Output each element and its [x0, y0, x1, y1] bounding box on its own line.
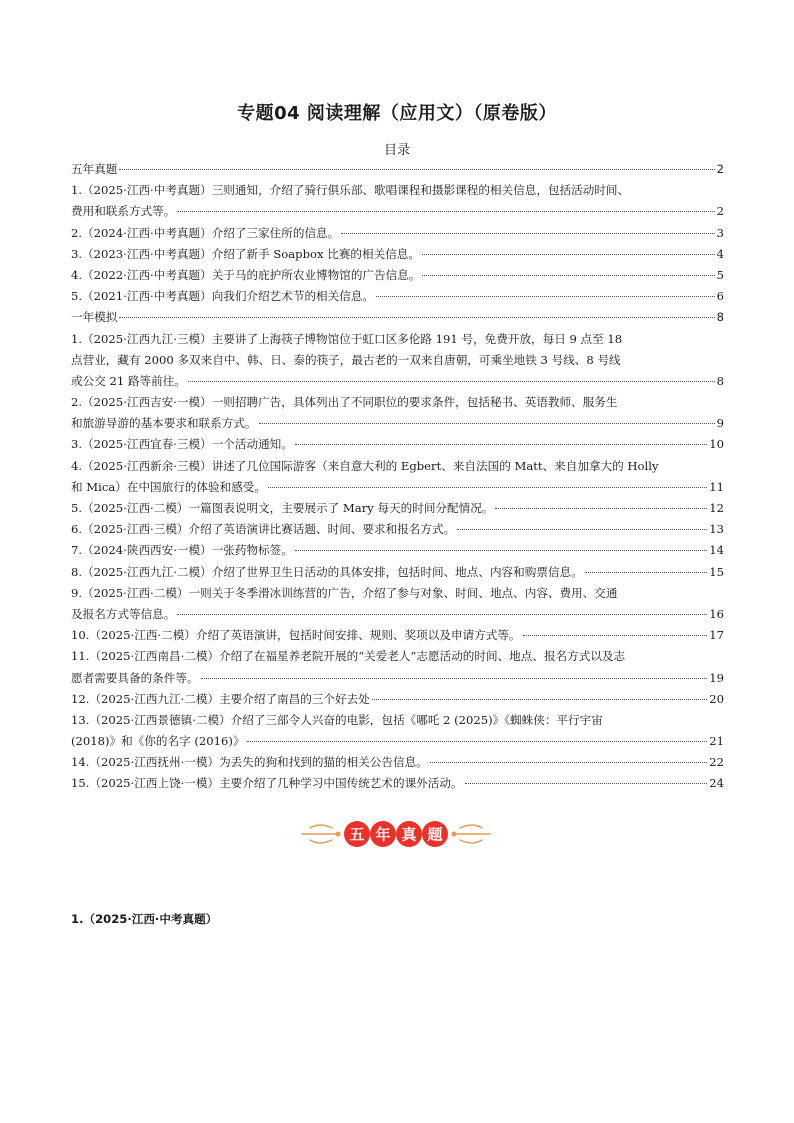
toc-section-entry[interactable] [71, 159, 724, 180]
toc-page-number: 2 [716, 162, 724, 176]
toc-entry-text: 10.（2025·江西·二模）介绍了英语演讲，包括时间安排、规则、奖项以及申请方式等。 [71, 628, 521, 643]
toc-page-number: 20 [709, 691, 724, 706]
toc-heading: 目录 [383, 143, 410, 158]
toc-entry-text: 5.（2021·江西·中考真题）向我们介绍艺术节的相关信息。 [71, 289, 375, 304]
toc-entry[interactable] [71, 434, 724, 455]
toc-entry[interactable] [71, 371, 724, 392]
toc-page-number: 13 [709, 522, 724, 537]
toc-entry[interactable] [71, 540, 724, 561]
toc-line: 1.（2025·江西九江·三模）主要讲了上海筷子博物馆位于虹口区多伦路 191 号，免费开放，每日 9 点至 18 [71, 331, 623, 346]
toc-entry-text: 14.（2025·江西抚州·一模）为丢失的狗和找到的猫的相关公告信息。 [71, 755, 428, 770]
toc-entry[interactable] [71, 519, 724, 540]
toc-entry-text: 3.（2025·江西宜春·三模）一个活动通知。 [71, 437, 293, 452]
toc-line: 2.（2025·江西吉安·一模）一则招聘广告，具体列出了不同职位的要求条件，包括秘书、英语教师、服务生 [71, 395, 618, 410]
toc-page-number: 22 [709, 755, 724, 770]
toc-page-number: 16 [709, 606, 724, 621]
banner-char: 题 [427, 825, 443, 844]
toc-page-number: 4 [716, 246, 724, 261]
toc-entry-text: 12.（2025·江西九江·二模）主要介绍了南昌的三个好去处 [71, 691, 370, 706]
toc-page-number: 14 [709, 543, 724, 558]
toc-entry[interactable] [71, 286, 724, 307]
toc-entry-text: 7.（2024·陕西西安·一模）一张药物标签。 [71, 543, 293, 558]
toc-line: 9.（2025·江西·二模）一则关于冬季滑冰训练营的广告，介绍了参与对象、时间、地点、内容、费用、交通 [71, 585, 618, 600]
toc-entry-text: 和旅游导游的基本要求和联系方式。 [71, 416, 257, 431]
toc-entry[interactable] [71, 604, 724, 625]
toc-line: 13.（2025·江西景德镇·二模）介绍了三部令人兴奋的电影，包括《哪吒 2 (2025)》《蜘蛛侠：平行宇宙 [71, 712, 603, 727]
toc-page-number: 10 [709, 437, 724, 452]
toc-entry[interactable] [71, 752, 724, 773]
left-ornament [302, 825, 341, 843]
toc-entry-text: 愿者需要具备的条件等。 [71, 670, 199, 685]
banner-char: 五 [349, 825, 365, 844]
toc-line: 点营业，藏有 2000 多双来自中、韩、日、泰的筷子，最古老的一双来自唐朝，可乘坐地铁 3 号线、8 号线 [71, 352, 621, 367]
toc-entry-text: 2.（2024·江西·中考真题）介绍了三家住所的信息。 [71, 225, 340, 240]
document-title: 专题04 阅读理解（应用文）（原卷版） [237, 103, 557, 124]
toc-entry[interactable] [71, 477, 724, 498]
toc-page-number: 12 [709, 501, 724, 515]
question-label: 1.（2025·江西·中考真题） [71, 912, 218, 926]
dot-leader [376, 295, 715, 297]
toc-line: 1.（2025·江西·中考真题）三则通知，介绍了骑行俱乐部、歌唱课程和摄影课程的相关信息，包括活动时间、 [71, 183, 630, 198]
dot-leader [422, 253, 715, 255]
toc-entry-text: 3.（2023·江西·中考真题）介绍了新手 Soapbox 比赛的相关信息。 [71, 246, 420, 261]
toc-entry-text: 五年真题 [71, 162, 118, 176]
toc-entry-text: 或公交 21 路等前往。 [71, 373, 186, 388]
toc-entry[interactable] [71, 201, 724, 222]
dot-leader [177, 613, 707, 615]
toc-page-number: 2 [716, 204, 724, 219]
toc-entry-text: (2018)》和《你的名字 (2016)》 [71, 734, 245, 749]
dot-leader [188, 380, 715, 382]
toc-page-number: 21 [709, 734, 724, 749]
toc-entry[interactable] [71, 265, 724, 286]
toc-entry[interactable] [71, 689, 724, 710]
banner-char: 真 [401, 825, 417, 844]
toc-entry-text: 及报名方式等信息。 [71, 606, 176, 621]
toc-entry[interactable] [71, 562, 724, 583]
toc-page-number: 11 [709, 479, 724, 494]
toc-page-number: 15 [709, 564, 724, 579]
dot-leader [119, 168, 714, 170]
dot-leader [119, 316, 714, 318]
toc-entry[interactable] [71, 223, 724, 244]
toc-entry[interactable] [71, 773, 724, 794]
dot-leader [457, 528, 707, 530]
toc-section-entry[interactable] [71, 307, 724, 328]
toc-entry-text: 一年模拟 [71, 310, 118, 325]
toc-page-number: 5 [716, 267, 724, 282]
dot-leader [372, 698, 707, 700]
dot-leader [430, 761, 707, 763]
toc-entry-text: 4.（2022·江西·中考真题）关于马的庇护所农业博物馆的广告信息。 [71, 267, 421, 282]
toc-entry[interactable] [71, 668, 724, 689]
toc-entry-text: 15.（2025·江西上饶·一模）主要介绍了几种学习中国传统艺术的课外活动。 [71, 776, 463, 791]
toc-page-number: 8 [716, 373, 724, 388]
toc-entry[interactable] [71, 413, 724, 434]
toc-entry-text: 6.（2025·江西·三模）介绍了英语演讲比赛话题、时间、要求和报名方式。 [71, 522, 456, 537]
toc-entry-text: 5.（2025·江西·二模）一篇图表说明文，主要展示了 Mary 每天的时间分配情况。 [71, 501, 494, 515]
toc-page-number: 3 [716, 225, 724, 240]
toc-entry[interactable] [71, 731, 724, 752]
right-ornament [452, 825, 491, 843]
dot-leader [201, 677, 708, 679]
dot-leader [495, 507, 707, 509]
toc-page-number: 24 [709, 776, 724, 791]
toc-page-number: 6 [716, 289, 724, 304]
toc-entry[interactable] [71, 244, 724, 265]
toc-entry-text: 费用和联系方式等。 [71, 204, 176, 219]
toc-line: 4.（2025·江西新余·三模）讲述了几位国际游客（来自意大利的 Egbert、来自法国的 Matt、来自加拿大的 Holly [71, 458, 659, 473]
dot-leader [422, 274, 714, 276]
dot-leader [585, 571, 708, 573]
dot-leader [295, 443, 707, 445]
dot-leader [341, 232, 714, 234]
dot-leader [295, 549, 707, 551]
dot-leader [247, 740, 708, 742]
dot-leader [465, 782, 708, 784]
toc-line: 11.（2025·江西南昌·二模）介绍了在福星养老院开展的“关爱老人”志愿活动的时间、地点、报名方式以及志 [71, 649, 626, 664]
dot-leader [177, 210, 714, 212]
toc-page-number: 8 [716, 310, 724, 325]
dot-leader [523, 634, 708, 636]
toc-page-number: 9 [716, 416, 724, 431]
table-of-contents [71, 159, 724, 795]
banner-char: 年 [375, 825, 391, 844]
toc-entry-text: 和 Mica）在中国旅行的体验和感受。 [71, 479, 266, 494]
dot-leader [268, 486, 707, 488]
toc-entry[interactable] [71, 498, 724, 519]
toc-page-number: 17 [709, 628, 724, 643]
dot-leader [259, 422, 715, 424]
toc-entry-text: 8.（2025·江西九江·二模）介绍了世界卫生日活动的具体安排，包括时间、地点、内容和购票信息。 [71, 564, 583, 579]
toc-entry[interactable] [71, 625, 724, 646]
toc-page-number: 19 [709, 670, 724, 685]
section-banner [298, 812, 494, 856]
